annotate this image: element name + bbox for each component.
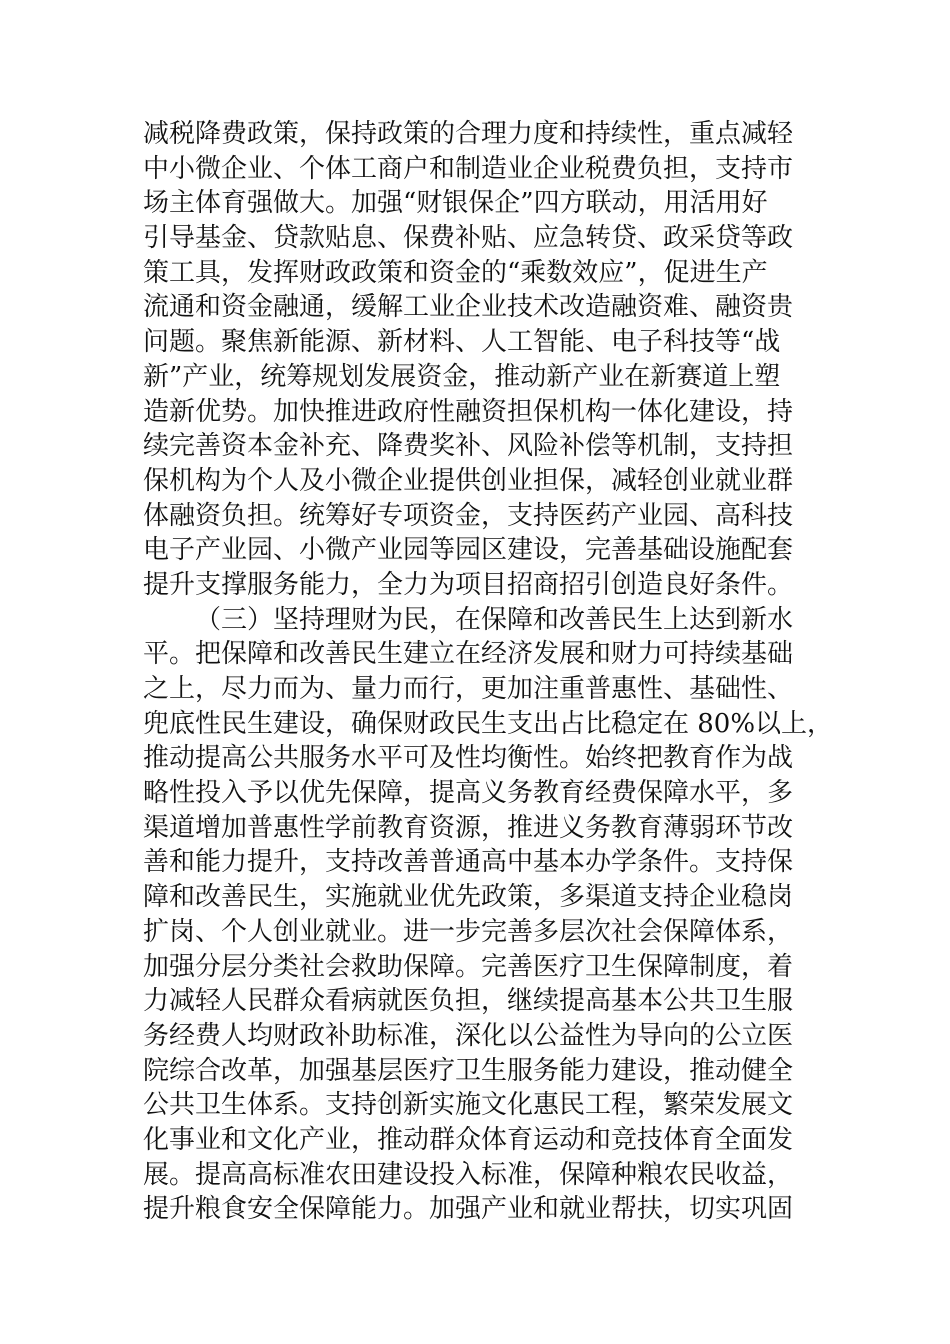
text-line: 续完善资本金补充、降费奖补、风险补偿等机制，支持担 [143, 431, 794, 462]
text-line: 公共卫生体系。支持创新实施文化惠民工程，繁荣发展文 [143, 1090, 794, 1121]
section-heading-line: （三）坚持理财为民，在保障和改善民生上达到新水 [195, 604, 794, 635]
text-line: 中小微企业、个体工商户和制造业企业税费负担，支持市 [143, 153, 794, 184]
text-line: 平。把保障和改善民生建立在经济发展和财力可持续基础 [143, 639, 794, 670]
text-line: 渠道增加普惠性学前教育资源，推进义务教育薄弱环节改 [143, 812, 794, 843]
text-line: 障和改善民生，实施就业优先政策，多渠道支持企业稳岗 [143, 882, 794, 913]
text-line: 加强分层分类社会救助保障。完善医疗卫生保障制度，着 [143, 951, 794, 982]
text-line: 展。提高高标准农田建设投入标准，保障种粮农民收益， [143, 1159, 794, 1190]
text-line: 化事业和文化产业，推动群众体育运动和竞技体育全面发 [143, 1124, 794, 1155]
text-line: 力减轻人民群众看病就医负担，继续提高基本公共卫生服 [143, 986, 794, 1017]
text-line: 问题。聚焦新能源、新材料、人工智能、电子科技等“战 [143, 327, 781, 358]
text-line: 新”产业，统筹规划发展资金，推动新产业在新赛道上塑 [143, 361, 781, 392]
text-line: 扩岗、个人创业就业。进一步完善多层次社会保障体系， [143, 916, 794, 947]
text-line: 善和能力提升，支持改善普通高中基本办学条件。支持保 [143, 847, 794, 878]
text-line: 务经费人均财政补助标准，深化以公益性为导向的公立医 [143, 1020, 794, 1051]
text-line: 之上，尽力而为、量力而行，更加注重普惠性、基础性、 [143, 674, 794, 704]
text-line: 提升粮食安全保障能力。加强产业和就业帮扶，切实巩固 [143, 1194, 794, 1225]
text-line: 场主体育强做大。加强“财银保企”四方联动，用活用好 [143, 188, 768, 219]
text-line: 提升支撑服务能力，全力为项目招商招引创造良好条件。 [143, 569, 794, 600]
text-line: 引导基金、贷款贴息、保费补贴、应急转贷、政采贷等政 [143, 223, 794, 254]
text-line: 策工具，发挥财政政策和资金的“乘数效应”，促进生产 [143, 257, 768, 288]
text-line: 略性投入予以优先保障，提高义务教育经费保障水平，多 [143, 778, 794, 809]
text-line: 兜底性民生建设，确保财政民生支出占比稳定在 80%以上， [143, 708, 834, 739]
text-line: 减税降费政策，保持政策的合理力度和持续性，重点减轻 [143, 119, 794, 149]
text-line: 造新优势。加快推进政府性融资担保机构一体化建设，持 [143, 396, 794, 427]
body-text [143, 117, 834, 1227]
text-line: 院综合改革，加强基层医疗卫生服务能力建设，推动健全 [143, 1055, 794, 1086]
text-line: 流通和资金融通，缓解工业企业技术改造融资难、融资贵 [143, 292, 794, 323]
text-line: 推动提高公共服务水平可及性均衡性。始终把教育作为战 [143, 743, 794, 774]
text-line: 体融资负担。统筹好专项资金，支持医药产业园、高科技 [143, 500, 794, 531]
text-line: 电子产业园、小微产业园等园区建设，完善基础设施配套 [143, 535, 794, 566]
text-line: 保机构为个人及小微企业提供创业担保，减轻创业就业群 [143, 465, 794, 496]
